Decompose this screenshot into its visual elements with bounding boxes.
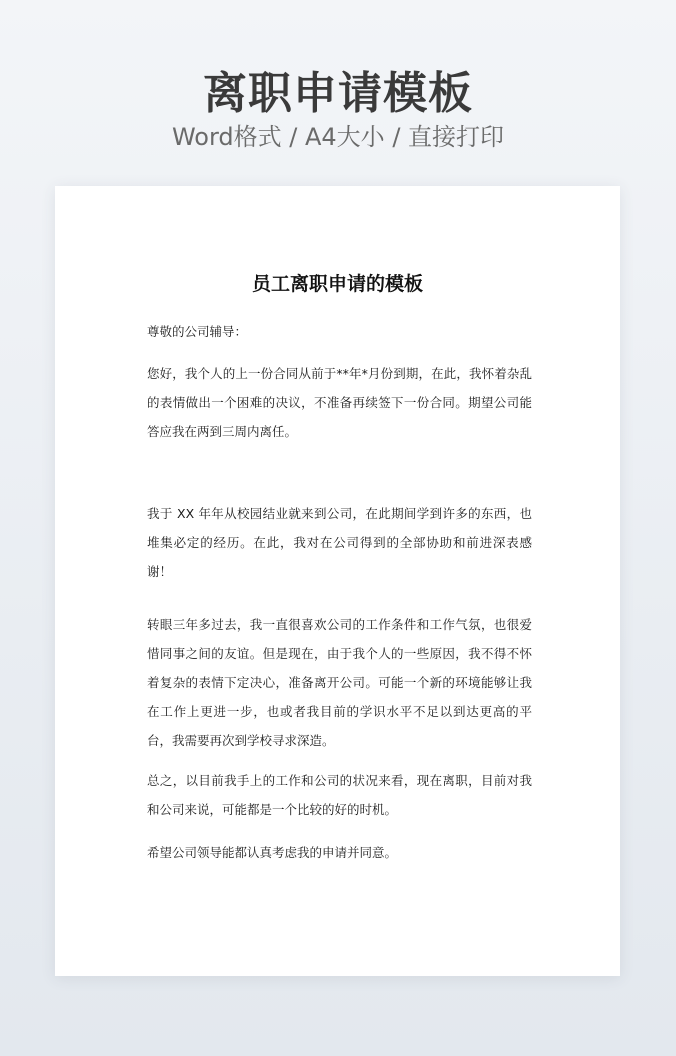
document-page: [55, 186, 620, 976]
paragraph-timing: 总之，以目前我手上的工作和公司的状况来看，现在离职，目前对我和公司来说，可能都是一个比较的好的时机。: [147, 773, 532, 817]
salutation: 尊敬的公司辅导：: [147, 324, 248, 339]
banner-subtitle: Word格式 / A4大小 / 直接打印: [171, 123, 505, 151]
banner-title: 离职申请模板: [203, 68, 473, 119]
paragraph-gratitude: 我于 XX 年年从校园结业就来到公司，在此期间学到许多的东西，也堆集必定的经历。在此，我对在公司得到的全部协助和前进深表感谢！: [147, 506, 532, 579]
paragraph-contract-expiry: 您好，我个人的上一份合同从前于**年*月份到期，在此，我怀着杂乱的表情做出一个困难的决议，不准备再续签下一份合同。期望公司能答应我在两到三周内离任。: [147, 366, 532, 439]
document-title: 员工离职申请的模板: [251, 273, 423, 295]
paragraph-request: 希望公司领导能都认真考虑我的申请并同意。: [147, 845, 398, 860]
paragraph-reason: 转眼三年多过去，我一直很喜欢公司的工作条件和工作气氛，也很爱惜同事之间的友谊。但是现在，由于我个人的一些原因，我不得不怀着复杂的表情下定决心，准备离开公司。可能一个新的环境能够让我在工作上更进一步，也或者我目前的学识水平不足以到达更高的平台，我需要再次到学校寻求深造。: [147, 617, 532, 748]
